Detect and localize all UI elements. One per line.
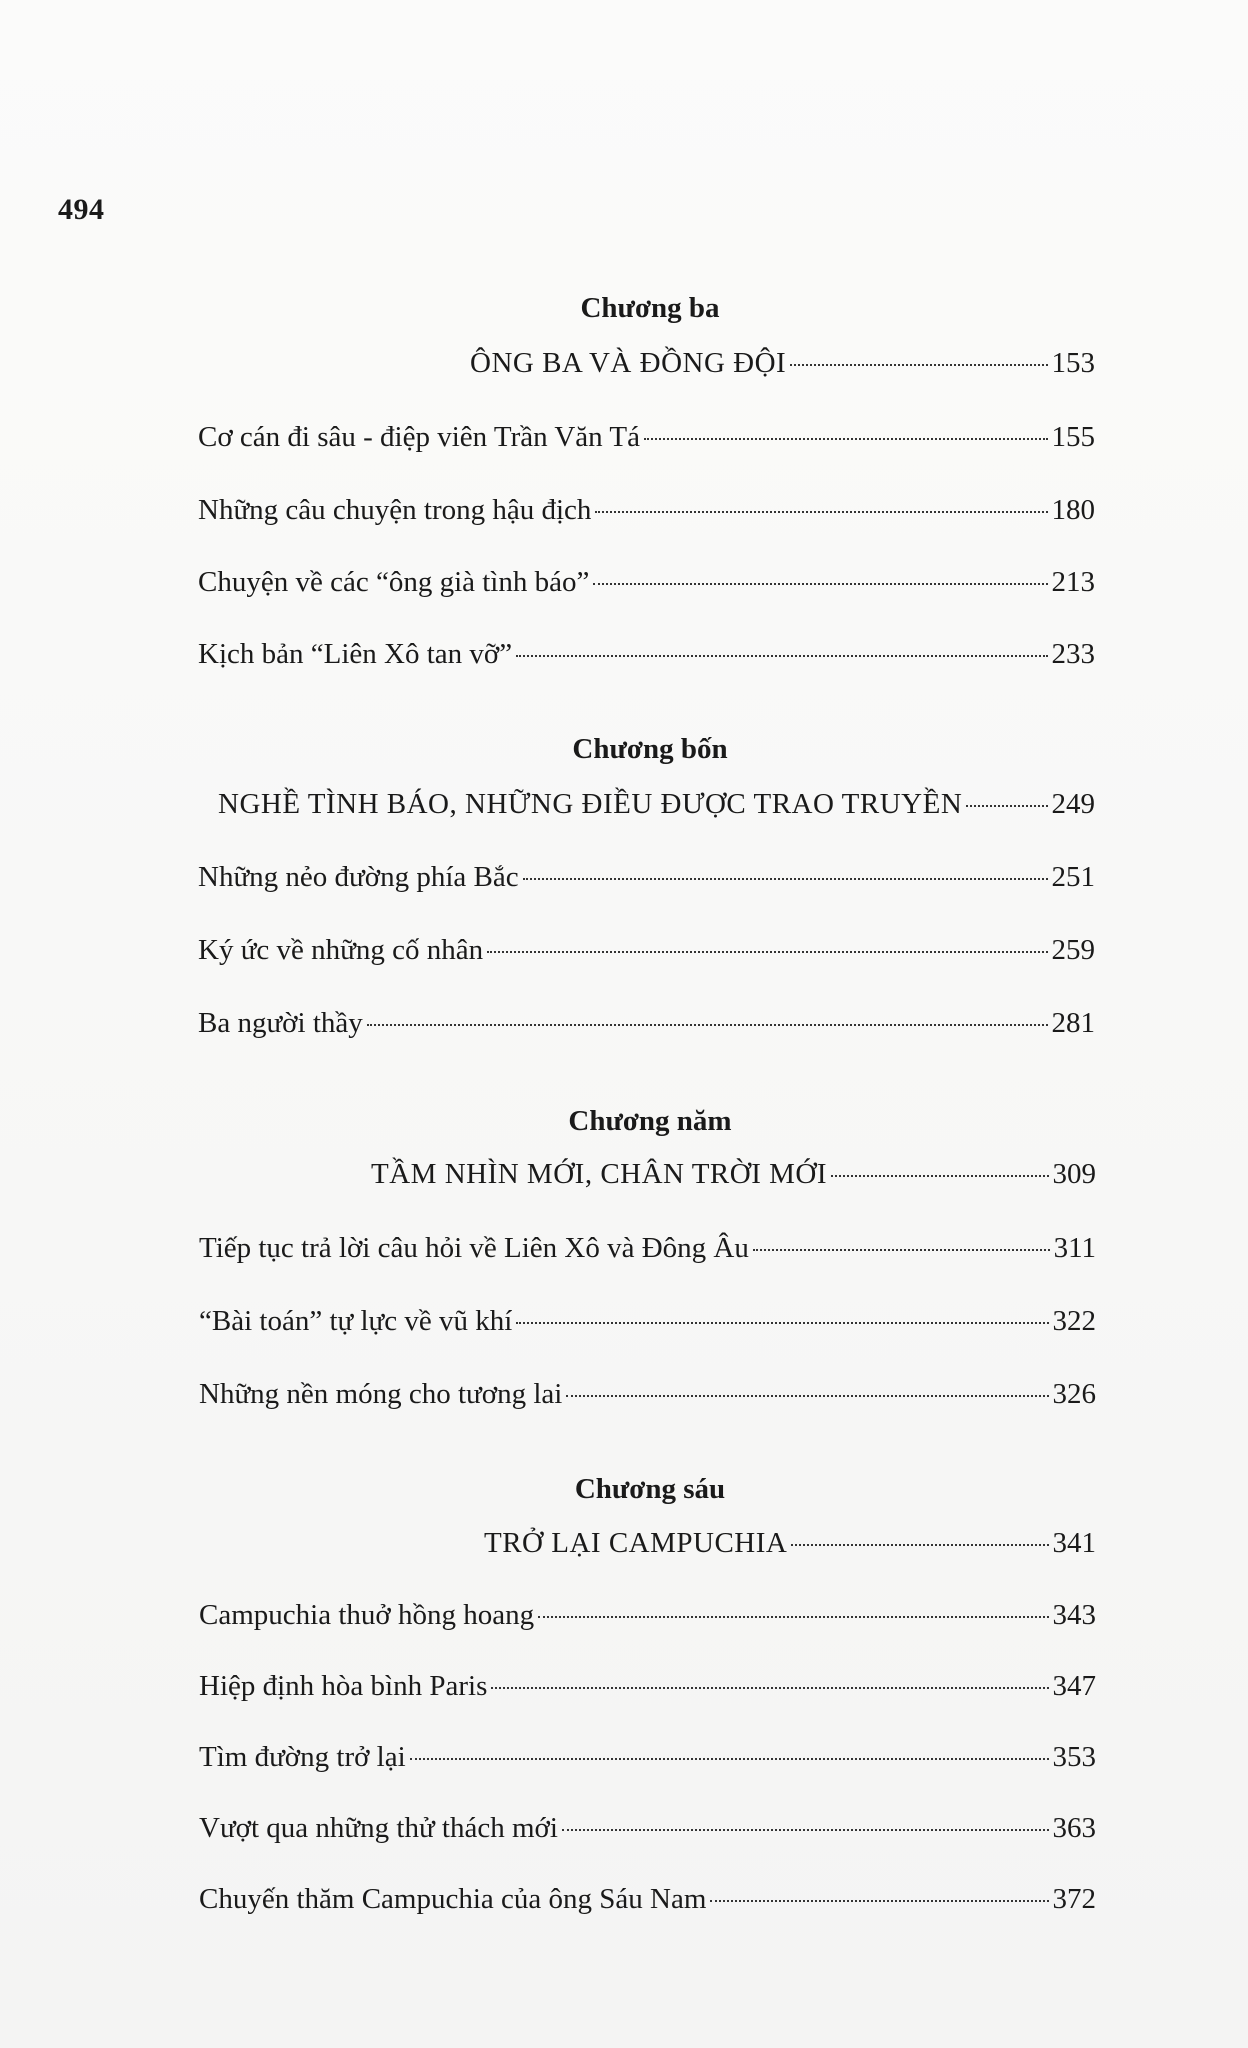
page-ref: 213 [1051,566,1095,598]
chapter-title-row [218,788,1095,821]
toc-entry [199,1599,1096,1632]
dot-leader [790,364,1047,366]
page-ref: 363 [1052,1812,1096,1844]
page-ref: 155 [1051,421,1095,453]
dot-leader [410,1758,1049,1760]
toc-entry [198,934,1095,967]
entry-title: Cơ cán đi sâu - điệp viên Trần Văn Tá [198,421,640,453]
page-ref: 353 [1052,1741,1096,1773]
toc-entry [199,1378,1096,1411]
page-ref: 341 [1052,1527,1096,1559]
page-ref: 251 [1051,861,1095,893]
entry-title: Campuchia thuở hồng hoang [199,1599,535,1631]
dot-leader [710,1900,1048,1902]
toc-entry [199,1883,1096,1916]
dot-leader [523,878,1048,880]
entry-title: Tìm đường trở lại [199,1741,406,1773]
toc-entry [199,1305,1096,1338]
dot-leader [516,655,1047,657]
toc-entry [199,1670,1096,1703]
page-ref: 281 [1051,1007,1095,1039]
page-ref: 322 [1052,1305,1096,1337]
entry-title: Ba người thầy [198,1007,363,1039]
chapter-title-row [371,1158,1096,1191]
page-ref: 233 [1051,638,1095,670]
entry-title: Tiếp tục trả lời câu hỏi về Liên Xô và Đông Âu [199,1232,749,1264]
dot-leader [644,438,1048,440]
page-ref: 311 [1053,1232,1096,1264]
toc-entry [198,861,1095,894]
entry-title: Hiệp định hòa bình Paris [199,1670,488,1702]
entry-title: Kịch bản “Liên Xô tan vỡ” [198,638,513,670]
entry-title: Chuyến thăm Campuchia của ông Sáu Nam [199,1883,707,1915]
dot-leader [367,1024,1048,1026]
toc-entry [198,1007,1095,1040]
entry-title: “Bài toán” tự lực về vũ khí [199,1305,513,1337]
entry-title: Chuyện về các “ông già tình báo” [198,566,590,598]
page-ref: 249 [1051,788,1095,820]
page-ref: 343 [1052,1599,1096,1631]
chapter-label: Chương sáu [574,1473,726,1505]
page-ref: 347 [1052,1670,1096,1702]
chapter-title: TRỞ LẠI CAMPUCHIA [484,1527,788,1559]
chapter-label: Chương bốn [572,733,728,765]
dot-leader [593,583,1047,585]
toc-entry [198,421,1095,454]
toc-entry [198,638,1095,671]
entry-title: Ký ức về những cố nhân [198,934,484,966]
chapter-title-row [470,347,1095,380]
toc-entry [199,1741,1096,1774]
toc-entry [199,1812,1096,1845]
page-ref: 309 [1052,1158,1096,1190]
chapter-label: Chương ba [580,292,720,324]
entry-title: Những nền móng cho tương lai [199,1378,563,1410]
chapter-title: ÔNG BA VÀ ĐỒNG ĐỘI [470,347,787,379]
toc-entry [199,1232,1096,1265]
dot-leader [487,951,1047,953]
chapter-label: Chương năm [568,1105,732,1137]
page-ref: 326 [1052,1378,1096,1410]
toc-entry [198,566,1095,599]
chapter-title: NGHỀ TÌNH BÁO, NHỮNG ĐIỀU ĐƯỢC TRAO TRUYỀN [218,788,963,820]
dot-leader [538,1616,1048,1618]
chapter-title: TẦM NHÌN MỚI, CHÂN TRỜI MỚI [371,1158,828,1190]
toc-entry [198,494,1095,527]
page-ref: 180 [1051,494,1095,526]
page-ref: 372 [1052,1883,1096,1915]
entry-title: Những nẻo đường phía Bắc [198,861,519,893]
dot-leader [595,511,1047,513]
dot-leader [966,805,1047,807]
entry-title: Vượt qua những thử thách mới [199,1812,558,1844]
chapter-title-row [484,1527,1096,1560]
dot-leader [562,1829,1049,1831]
page-ref: 153 [1051,347,1095,379]
dot-leader [753,1249,1050,1251]
page-ref: 259 [1051,934,1095,966]
dot-leader [791,1544,1048,1546]
dot-leader [566,1395,1048,1397]
dot-leader [516,1322,1048,1324]
dot-leader [831,1175,1048,1177]
page-number: 494 [58,193,105,226]
dot-leader [491,1687,1048,1689]
entry-title: Những câu chuyện trong hậu địch [198,494,592,526]
